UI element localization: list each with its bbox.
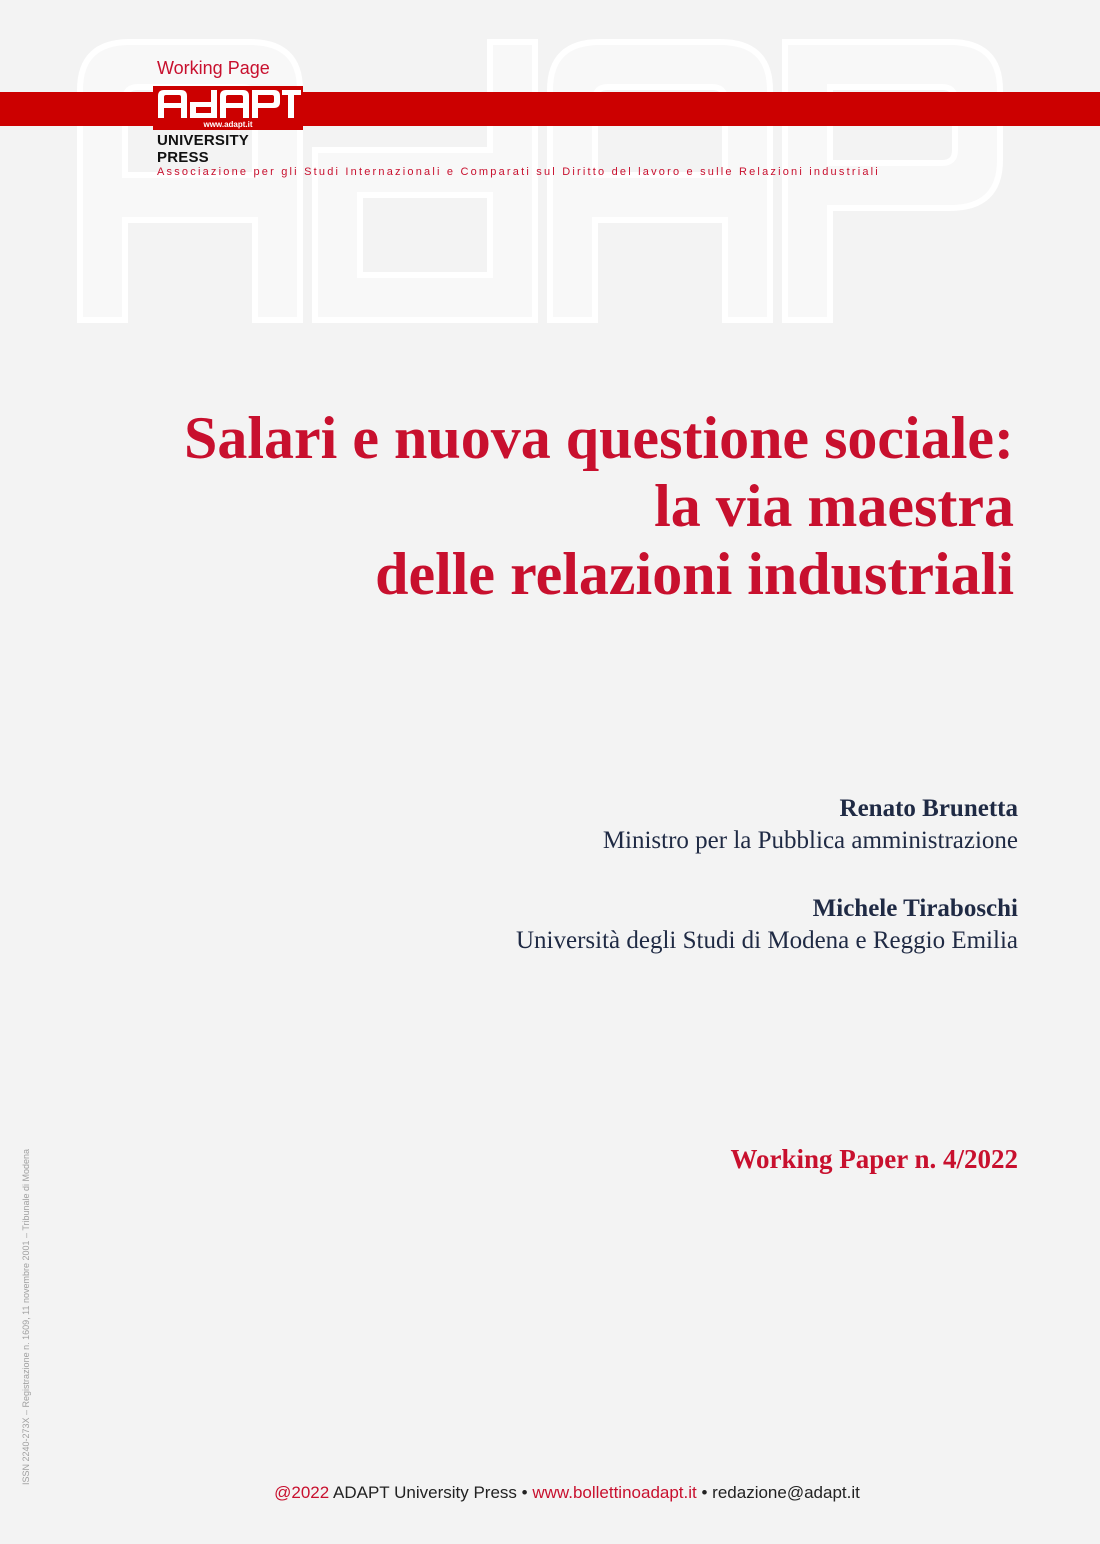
footer-separator: •	[516, 1483, 533, 1502]
footer-publisher: ADAPT University Press	[333, 1483, 517, 1502]
logo-university-press: UNIVERSITY PRESS	[157, 132, 249, 166]
footer	[0, 1483, 1100, 1503]
footer-separator: •	[696, 1483, 713, 1502]
association-line: Associazione per gli Studi Internazionali e Comparati sul Diritto del lavoro e sulle Relazioni industriali	[157, 166, 880, 178]
author-name: Michele Tiraboschi	[812, 895, 1018, 922]
title-line-1: Salari e nuova questione sociale:	[183, 405, 1014, 471]
author-affiliation: Ministro per la Pubblica amministrazione	[602, 827, 1018, 854]
author-affiliation: Università degli Studi di Modena e Reggio Emilia	[515, 927, 1018, 954]
footer-copyright: @2022	[274, 1483, 330, 1502]
author-1	[603, 793, 1018, 857]
title-line-3: delle relazioni industriali	[375, 541, 1014, 607]
logo-url: www.adapt.it	[203, 120, 253, 129]
adapt-logo	[153, 86, 303, 166]
series-label: Working Page	[157, 58, 270, 78]
issn-registration-note: ISSN 2240-273X – Registrazione n. 1609, 11 novembre 2001 – Tribunale di Modena	[21, 1148, 31, 1485]
author-name: Renato Brunetta	[839, 795, 1018, 822]
working-paper-number: Working Paper n. 4/2022	[730, 1144, 1018, 1174]
footer-email-link[interactable]: redazione@adapt.it	[712, 1483, 860, 1502]
footer-website-link[interactable]: www.bollettinoadapt.it	[532, 1483, 697, 1502]
paper-title	[184, 404, 1014, 608]
author-2	[516, 893, 1018, 957]
title-line-2: la via maestra	[654, 473, 1014, 539]
